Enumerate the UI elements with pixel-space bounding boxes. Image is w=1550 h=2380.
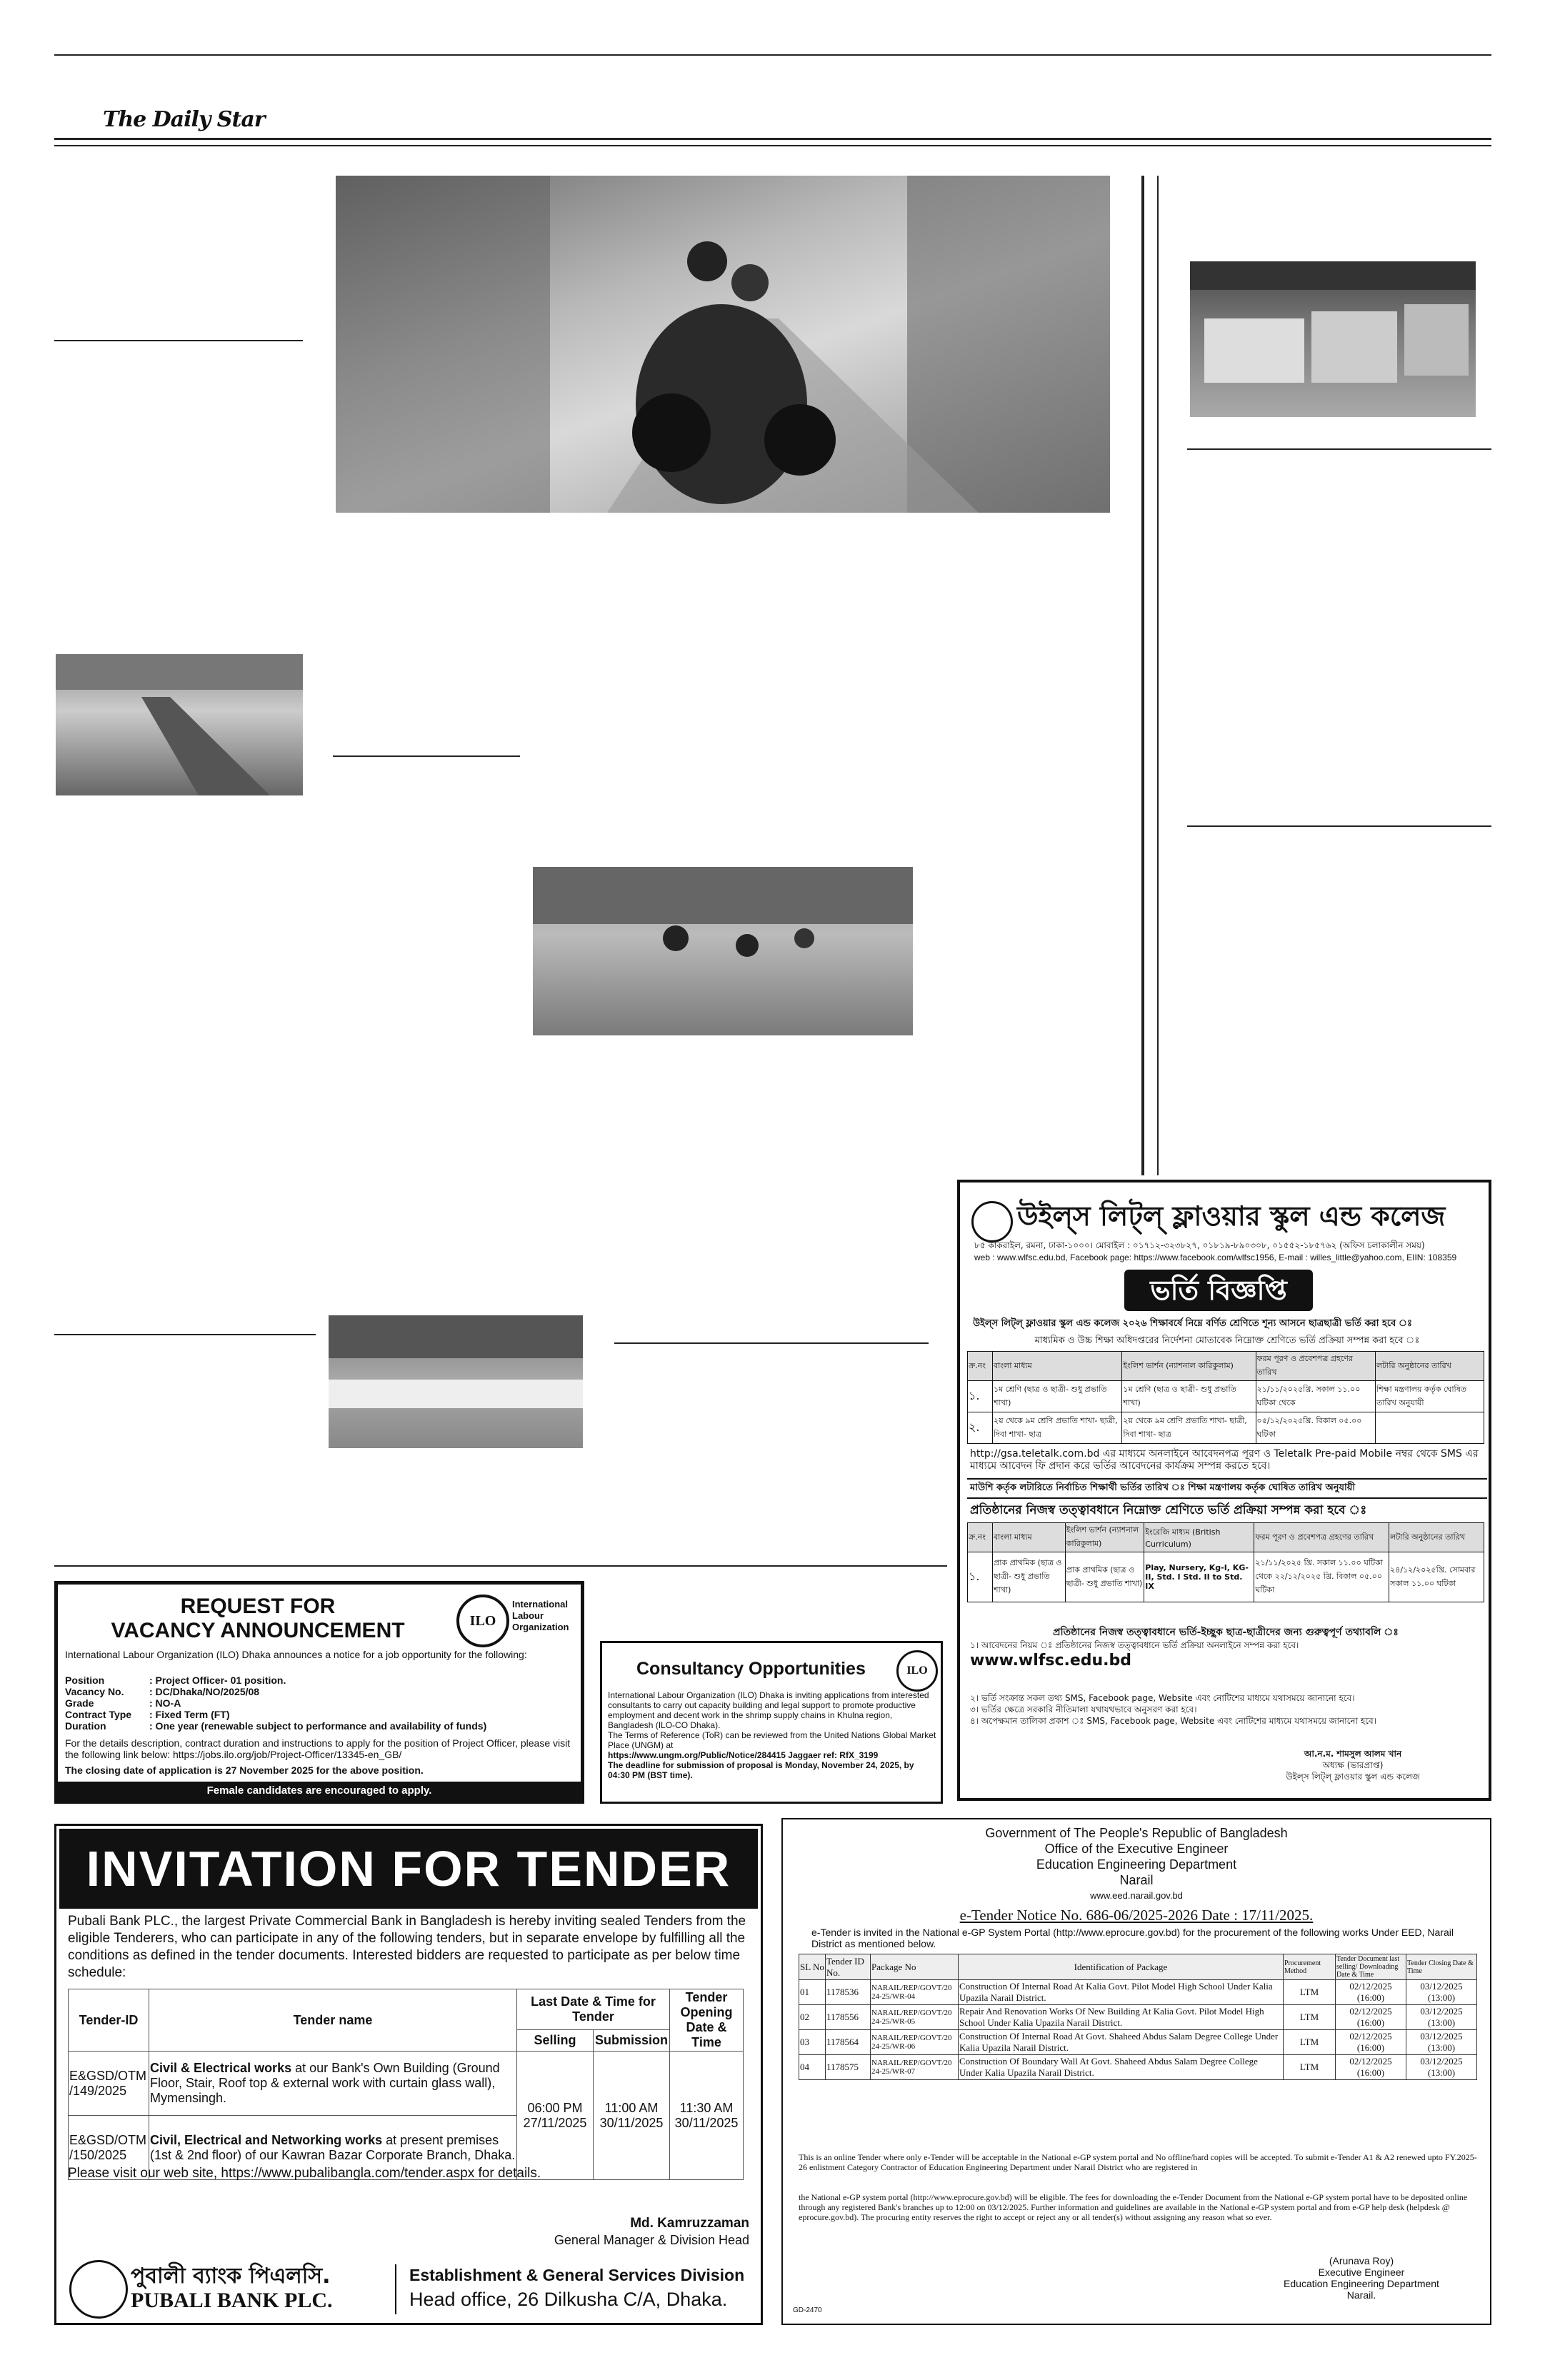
table-cell: 02/12/2025 (16:00) — [1336, 1980, 1406, 2005]
table-cell: LTM — [1284, 2030, 1336, 2055]
teletalk-note: http://gsa.teletalk.com.bd এর মাধ্যমে অনলাইনে আবেদনপত্র পূরণ ও Teletalk Pre-paid Mobile নম্বর থেকে SMS এর মাধ্যমে আবেদন ফি প্রদান করে ভর্তির আবেদনের কার্যক্রম সম্পন্ন করতে হবে। — [970, 1448, 1479, 1472]
table-header: ইংলিশ ভার্শন (ন্যাশনাল কারিকুলাম) — [1065, 1523, 1144, 1552]
school-name: উইল্‌স লিট্‌ল্ ফ্লাওয়ার স্কুল এন্ড কলেজ — [1017, 1200, 1446, 1232]
consultancy-title: Consultancy Opportunities — [636, 1659, 866, 1679]
eed-intro: e-Tender is invited in the National e-GP System Portal (http://www.eprocure.gov.bd) for the procurement of the following works Under EED, Narail District as mentioned below. — [811, 1927, 1454, 1949]
table-header: Tender Closing Date & Time — [1406, 1954, 1477, 1980]
ilo-logo-icon: ILO — [896, 1650, 938, 1692]
table-cell: NARAIL/REP/GOVT/20 24-25/WR-06 — [871, 2030, 959, 2055]
table-cell: ১. — [968, 1381, 993, 1412]
pubali-division: Establishment & General Services Division — [409, 2266, 745, 2284]
pubali-logo-bn: পুবালী ব্যাংক পিএলসি. — [131, 2264, 331, 2289]
dept-line: Education Engineering Department — [1036, 1857, 1237, 1872]
table-cell: ২১/১১/২০২৫ খ্রি. সকাল ১১.০০ ঘটিকা থেকে ২২/১২/২০২৫ খ্রি. বিকাল ০৫.০০ ঘটিকা — [1254, 1552, 1389, 1602]
table-header: Tender name — [149, 1989, 517, 2052]
table-cell: 03/12/2025 (13:00) — [1406, 2005, 1477, 2030]
table-header: ইংরেজি মাধ্যম (British Curriculum) — [1144, 1523, 1254, 1552]
district-line: Narail — [1119, 1873, 1154, 1887]
pubali-logo-icon — [69, 2260, 128, 2319]
admission-banner: ভর্তি বিজ্ঞপ্তি — [1124, 1270, 1313, 1311]
table-cell: ২১/১১/২০২৫খ্রি. সকাল ১১.০০ ঘটিকা থেকে — [1256, 1381, 1375, 1412]
eed-signer-dept: Education Engineering Department — [1284, 2278, 1439, 2289]
table-header: Identification of Package — [959, 1954, 1284, 1980]
table-cell: LTM — [1284, 2005, 1336, 2030]
table-cell: 02/12/2025 (16:00) — [1336, 2005, 1406, 2030]
eed-note-1: This is an online Tender where only e-Tender will be acceptable in the National e-GP system portal and No offline/hard copies will be accepted. To submit e-Tender A1 & A2 renewed upto FY.2025-26 enlistment Category Contractor of Education Engineering Department under Narail District who are registered in — [799, 2152, 1477, 2172]
main-photo-motorbike — [336, 176, 1110, 513]
table-cell: ২৪/১২/২০২৫খ্রি. সোমবার সকাল ১১.০০ ঘটিকা — [1389, 1552, 1484, 1602]
field-value: : DC/Dhaka/NO/2025/08 — [149, 1686, 260, 1697]
ilo-consultancy-ad — [600, 1641, 943, 1804]
masthead-rule-2 — [54, 145, 1491, 146]
signer-name: আ.ন.ম. শামসুল আলম খান — [1304, 1749, 1402, 1759]
vacancy-fields — [65, 1674, 579, 1732]
table-header: লটারি অনুষ্ঠানের তারিখ — [1375, 1352, 1484, 1381]
table-cell: ২য় থেকে ৯ম শ্রেণি প্রভাতি শাখা- ছাত্রী, দিবা শাখা- ছাত্র — [1122, 1412, 1256, 1444]
table-cell: LTM — [1284, 1980, 1336, 2005]
table-cell: 03/12/2025 (13:00) — [1406, 1980, 1477, 2005]
gov-line: Government of The People's Republic of Bangladesh — [985, 1826, 1288, 1840]
office-line: Office of the Executive Engineer — [1044, 1842, 1229, 1856]
table-cell: ০৫/১২/২০২৫খ্রি. বিকাল ০৫.০০ ঘটিকা — [1256, 1412, 1375, 1444]
info-list — [970, 1640, 1481, 1727]
table-cell: 01 — [799, 1980, 826, 2005]
table-cell: প্রাক প্রাথমিক (ছাত্র ও ছাত্রী- শুধু প্রভাতি শাখা) — [1065, 1552, 1144, 1602]
vacancy-footer: Female candidates are encouraged to apply. — [58, 1782, 581, 1800]
table-cell: 02/12/2025 (16:00) — [1336, 2030, 1406, 2055]
consultancy-body — [608, 1690, 936, 1780]
field-value: : NO-A — [149, 1697, 181, 1709]
table-cell: 02/12/2025 (16:00) — [1336, 2055, 1406, 2080]
table-header: ক্র.নং — [968, 1523, 993, 1552]
signer-org: উইল্‌স লিট্‌ল্ ফ্লাওয়ার স্কুল এন্ড কলেজ — [1286, 1772, 1420, 1782]
tender-website: Please visit our web site, https://www.pubalibangla.com/tender.aspx for details. — [68, 2166, 541, 2181]
admission-table-2 — [967, 1522, 1484, 1602]
table-cell: 1178536 — [826, 1980, 871, 2005]
table-header: Tender ID No. — [826, 1954, 871, 1980]
masthead-rule-1 — [54, 138, 1491, 140]
table-cell: ১ম শ্রেণি (ছাত্র ও ছাত্রী- শুধু প্রভাতি শাখা) — [1122, 1381, 1256, 1412]
eed-tender-ad — [781, 1818, 1491, 2325]
top-rule — [54, 54, 1491, 56]
eed-signer-block — [1240, 2255, 1483, 2301]
vacancy-details: For the details description, contract duration and instructions to apply for the position of Project Officer, please visit the following link below: https://jobs.ilo.org/job/Project-Officer/13345-en_GB/ — [65, 1737, 571, 1760]
pubali-address: Head office, 26 Dilkusha C/A, Dhaka. — [409, 2289, 728, 2310]
pubali-divider — [395, 2264, 396, 2314]
table-cell: ১ম শ্রেণি (ছাত্র ও ছাত্রী- শুধু প্রভাতি শাখা) — [993, 1381, 1122, 1412]
tender-name-bold: Civil & Electrical works — [150, 2061, 292, 2075]
table-header: Tender Document last selling/ Downloading Date & Time — [1336, 1954, 1406, 1980]
table-cell: 11:00 AM 30/11/2025 — [594, 2052, 670, 2180]
table-cell: Construction Of Internal Road At Govt. Shaheed Abdus Salam Degree College Under Kalia Upazila Narail District. — [959, 2030, 1284, 2055]
table-cell: শিক্ষা মন্ত্রণালয় কর্তৃক ঘোষিত তারিখ অনুযায়ী — [1375, 1381, 1484, 1412]
table-cell: 11:30 AM 30/11/2025 — [670, 2052, 744, 2180]
table-header: SL No — [799, 1954, 826, 1980]
section-rule — [614, 1342, 929, 1344]
table-header: Tender-ID — [69, 1989, 149, 2052]
org-name-line3: Organization — [512, 1622, 569, 1632]
admission-table-1 — [967, 1351, 1484, 1444]
section-rule — [54, 1334, 316, 1335]
table-header: Package No — [871, 1954, 959, 1980]
table-header: Procurement Method — [1284, 1954, 1336, 1980]
info-item: ২। ভর্তি সংক্রান্ত সকল তথ্য SMS, Facebook page, Website এবং নোটিশের মাধ্যমে যথাসময়ে জানানো হবে। — [970, 1693, 1355, 1703]
table-cell: LTM — [1284, 2055, 1336, 2080]
table-header: Selling — [517, 2029, 594, 2051]
pubali-logo-en: PUBALI BANK PLC. — [131, 2289, 333, 2312]
table-cell: প্রাক প্রাথমিক (ছাত্র ও ছাত্রী- শুধু প্রভাতি শাখা) — [993, 1552, 1066, 1602]
table-header: লটারি অনুষ্ঠানের তারিখ — [1389, 1523, 1484, 1552]
section-rule — [1187, 825, 1491, 827]
ilo-logo-icon: ILO — [456, 1595, 509, 1647]
field-label: Grade — [65, 1697, 94, 1709]
table-cell: ২য় থেকে ৯ম শ্রেণি প্রভাতি শাখা- ছাত্রী, দিবা শাখা- ছাত্র — [993, 1412, 1122, 1444]
field-value: : Project Officer- 01 position. — [149, 1674, 286, 1686]
info-website[interactable]: www.wlfsc.edu.bd — [970, 1652, 1132, 1669]
school-signer — [1231, 1748, 1474, 1782]
admission-subtitle: উইল্‌স লিট্‌ল্ ফ্লাওয়ার স্কুল এন্ড কলেজ ২০২৬ শিক্ষাবর্ষে নিম্নে বর্ণিত শ্রেণিতে শূন্য আসনে ছাত্রছাত্রী ভর্তি করা হবে ঃ — [973, 1318, 1412, 1329]
table-cell: Construction Of Boundary Wall At Govt. Shaheed Abdus Salam Degree College Under Kalia Upazila Narail District. — [959, 2055, 1284, 2080]
photo-rally — [329, 1315, 583, 1448]
section-rule — [333, 755, 520, 757]
table-cell: Repair And Renovation Works Of New Building At Kalia Govt. Pilot Model High School Under Kalia Upazila Narail District. — [959, 2005, 1284, 2030]
eed-signer-place: Narail. — [1346, 2289, 1376, 2301]
section-rule — [54, 1565, 947, 1567]
tender-title: INVITATION FOR TENDER — [59, 1829, 758, 1909]
table-header: বাংলা মাধ্যম — [993, 1352, 1122, 1381]
tender-intro: Pubali Bank PLC., the largest Private Commercial Bank in Bangladesh is hereby inviting sealed Tenders from the eligible Tenderers, who can participate in any of the following tenders, but in separate envelope by fulfilling all the conditions as defined in the tender documents. Interested bidders are requested to participate as per below time schedule: — [68, 1914, 746, 1980]
table-header: Last Date & Time for Tender — [517, 1989, 670, 2030]
table-header: Submission — [594, 2029, 670, 2051]
org-name-line1: International — [512, 1599, 569, 1610]
table-cell: 06:00 PM 27/11/2025 — [517, 2052, 594, 2180]
table-cell: E&GSD/OTM /150/2025 — [69, 2116, 149, 2180]
photo-vehicles — [1190, 261, 1476, 417]
table-cell: NARAIL/REP/GOVT/20 24-25/WR-04 — [871, 1980, 959, 2005]
table-header: Tender Opening Date & Time — [670, 1989, 744, 2052]
tender-signer: Md. Kamruzzaman — [630, 2216, 749, 2231]
lottery-note: মাউশি কর্তৃক লটারিতে নির্বাচিত শিক্ষার্থী ভর্তির তারিখ ঃ শিক্ষা মন্ত্রণালয় কর্তৃক ঘোষিত তারিখ অনুযায়ী — [967, 1478, 1487, 1499]
table-cell: 1178556 — [826, 2005, 871, 2030]
tender-table — [68, 1989, 744, 2180]
section1-heading: মাধ্যমিক ও উচ্চ শিক্ষা অধিদপ্তরের নির্দেশনা মোতাবেক নিম্নোক্ত শ্রেণিতে ভর্তি প্রক্রিয়া সম্পন্ন করা হবে ঃ — [1034, 1335, 1420, 1346]
consultancy-link[interactable]: https://www.ungm.org/Public/Notice/284415 Jaggaer ref: RfX_3199 — [608, 1750, 879, 1760]
info-item: ১। আবেদনের নিয়ম ঃ প্রতিষ্ঠানের নিজস্ব তত্ত্বাবধানে ভর্তি প্রক্রিয়া অনলাইনে সম্পন্ন করা হবে। — [970, 1640, 1299, 1650]
table-cell: E&GSD/OTM /149/2025 — [69, 2052, 149, 2116]
pubali-tender-ad — [54, 1824, 763, 2325]
eed-notice: e-Tender Notice No. 686-06/2025-2026 Date : 17/11/2025. — [959, 1907, 1314, 1924]
vacancy-title-line2: VACANCY ANNOUNCEMENT — [111, 1619, 405, 1642]
masthead-title: The Daily Star — [103, 107, 265, 132]
eed-header — [783, 1825, 1490, 1904]
school-admission-ad — [957, 1180, 1491, 1801]
info-item: ৪। অপেক্ষমান তালিকা প্রকাশ ঃ SMS, Facebook page, Website এবং নোটিশের মাধ্যমে যথাসময়ে জানানো হবে। — [970, 1716, 1376, 1726]
field-label: Position — [65, 1674, 105, 1686]
info-item: ৩। ভর্তির ক্ষেত্রে সরকারি নীতিমালা যথাযথভাবে অনুসরণ করা হবে। — [970, 1704, 1197, 1714]
table-cell: Play, Nursery, Kg-I, KG-II, Std. I Std. II to Std. IX — [1144, 1552, 1254, 1602]
table-cell: ২. — [968, 1412, 993, 1444]
section2-heading: প্রতিষ্ঠানের নিজস্ব তত্ত্বাবধানে নিম্নোক্ত শ্রেণিতে ভর্তি প্রক্রিয়া সম্পন্ন করা হবে ঃ — [970, 1503, 1367, 1517]
table-cell: NARAIL/REP/GOVT/20 24-25/WR-07 — [871, 2055, 959, 2080]
field-value: : Fixed Term (FT) — [149, 1709, 230, 1720]
table-header: ফরম পূরণ ও প্রবেশপত্র গ্রহণের তারিখ — [1254, 1523, 1389, 1552]
signer-title: অধ্যক্ষ (ভারপ্রাপ্ত) — [1322, 1760, 1384, 1770]
tender-name-rest: at our Bank's Own Building (Ground Floor, Stair, Roof top & external work with curtain glass wall), Mymensingh. — [150, 2061, 500, 2105]
table-header: ক্র.নং — [968, 1352, 993, 1381]
eed-signer-title: Executive Engineer — [1318, 2266, 1405, 2278]
table-cell: NARAIL/REP/GOVT/20 24-25/WR-05 — [871, 2005, 959, 2030]
section-rule — [54, 340, 303, 341]
org-name-line2: Labour — [512, 1610, 544, 1621]
table-header: বাংলা মাধ্যম — [993, 1523, 1066, 1552]
consultancy-text: International Labour Organization (ILO) Dhaka is inviting applications from interested consultants to carry out capacity building and legal support to promote productive employment and decent work in the shrimp supply chains in Khulna region, Bangladesh (ILO-CO Dhaka). — [608, 1690, 929, 1730]
table-cell: 03/12/2025 (13:00) — [1406, 2030, 1477, 2055]
eed-note-2: the National e-GP system portal (http://www.eprocure.gov.bd) will be eligible. The fees for downloading the e-Tender Document from the National e-GP system portal have to be deposited online through any registered Bank's branches up to 12:00 on 03/12/2025. Further information and guidelines are available in the National e-GP system portal and from e-GP help desk (helpdesk @ eprocure.gov.bd). The procuring entity reserves the right to accept or reject any or all tender(s) without assigning any reason what so ever. — [799, 2192, 1468, 2222]
ilo-vacancy-ad — [54, 1581, 584, 1804]
consultancy-tor: The Terms of Reference (ToR) can be reviewed from the United Nations Global Market Place (UNGM) at — [608, 1730, 936, 1750]
table-header: ইংলিশ ভার্শন (ন্যাশনাল কারিকুলাম) — [1122, 1352, 1256, 1381]
vacancy-closing: The closing date of application is 27 November 2025 for the above position. — [65, 1764, 424, 1776]
table-cell — [1375, 1412, 1484, 1444]
section3-heading: প্রতিষ্ঠানের নিজস্ব তত্ত্বাবধানে ভর্তি-ইচ্ছুক ছাত্র-ছাত্রীদের জন্য গুরুত্বপূর্ণ তথ্যাবলি ঃ — [1053, 1627, 1399, 1638]
field-label: Contract Type — [65, 1709, 132, 1720]
table-header: ফরম পূরণ ও প্রবেশপত্র গ্রহণের তারিখ — [1256, 1352, 1375, 1381]
school-address: ৮৫ কাকরাইল, রমনা, ঢাকা-১০০০। মোবাইল : ০১৭১২-৩২৩৮২৭, ০১৮১৯-৮৯০৩০৮, ০১৫৫২-১৮৫৭৬২ (অফিস চলাকালীন সময়) — [974, 1240, 1425, 1250]
column-rule — [1157, 176, 1159, 1175]
section-rule — [1187, 448, 1491, 450]
tender-name-rest: at present premises (1st & 2nd floor) of our Kawran Bazar Corporate Branch, Dhaka. — [150, 2132, 516, 2162]
table-cell: 1178575 — [826, 2055, 871, 2080]
table-cell: Construction Of Internal Road At Kalia Govt. Pilot Model High School Under Kalia Upazila Narail District. — [959, 1980, 1284, 2005]
table-cell: 04 — [799, 2055, 826, 2080]
table-cell: ১. — [968, 1552, 993, 1602]
eed-web: www.eed.narail.gov.bd — [1090, 1890, 1183, 1901]
column-rule — [1141, 176, 1144, 1175]
photo-road — [533, 867, 913, 1035]
consultancy-deadline: The deadline for submission of proposal is Monday, November 24, 2025, by 04:30 PM (BST time). — [608, 1760, 914, 1780]
school-logo-icon — [971, 1201, 1013, 1242]
tender-signer-title: General Manager & Division Head — [554, 2233, 749, 2247]
eed-code: GD-2470 — [793, 2306, 822, 2314]
eed-table — [799, 1954, 1477, 2080]
vacancy-intro: International Labour Organization (ILO) Dhaka announces a notice for a job opportunity for the following: — [65, 1649, 527, 1660]
school-web: web : www.wlfsc.edu.bd, Facebook page: https://www.facebook.com/wlfsc1956, E-mail : willes_little@yahoo.com, EIIN: 108359 — [974, 1252, 1457, 1262]
table-cell: 1178564 — [826, 2030, 871, 2055]
photo-bamboo-bridge — [56, 654, 303, 795]
tender-name-bold: Civil, Electrical and Networking works — [150, 2132, 383, 2147]
field-label: Vacancy No. — [65, 1686, 124, 1697]
vacancy-title-line1: REQUEST FOR — [180, 1595, 336, 1618]
table-cell: 03/12/2025 (13:00) — [1406, 2055, 1477, 2080]
eed-signer: (Arunava Roy) — [1329, 2255, 1394, 2266]
field-label: Duration — [65, 1720, 106, 1732]
table-cell: 03 — [799, 2030, 826, 2055]
field-value: : One year (renewable subject to performance and availability of funds) — [149, 1720, 487, 1732]
table-cell: 02 — [799, 2005, 826, 2030]
